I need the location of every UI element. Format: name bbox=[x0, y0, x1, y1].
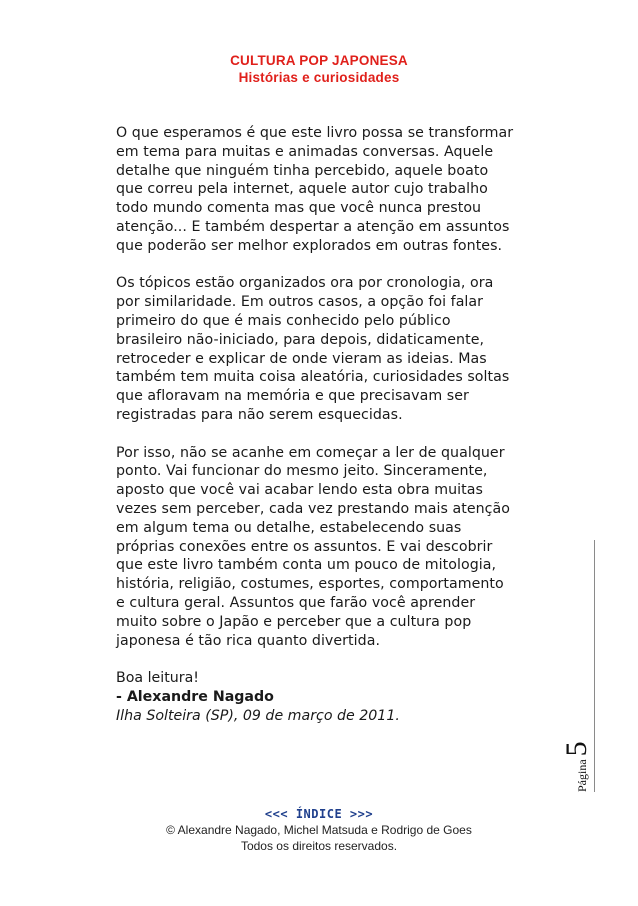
index-link[interactable]: <<< ÍNDICE >>> bbox=[264, 807, 374, 821]
page-number: 5 bbox=[560, 741, 593, 757]
copyright-notice: © Alexandre Nagado, Michel Matsuda e Rodrigo de Goes bbox=[166, 823, 472, 837]
page-marker-rule bbox=[594, 540, 595, 792]
document-header bbox=[0, 52, 638, 86]
book-subtitle: Histórias e curiosidades bbox=[238, 70, 400, 85]
page-number-marker bbox=[556, 540, 596, 792]
paragraph-3: Por isso, não se acanhe em começar a ler de qualquer ponto. Vai funcionar do mesmo jeito. Sinceramente, aposto que você vai acabar lendo esta obra muitas vezes sem perceber, cada vez prestando mais atenção em algum tema ou detalhe, estabelecendo suas próprias conexões entre os assuntos. E vai descobrir que este livro também conta um pouco de mitologia, história, religião, costumes, esportes, comportamento e cultura geral. Assuntos que farão você aprender muito sobre o Japão e perceber que a cultura pop japonesa é tão rica quanto divertida. bbox=[116, 444, 510, 649]
document-footer bbox=[0, 806, 638, 854]
page-word: Página bbox=[575, 759, 589, 792]
paragraph-2: Os tópicos estão organizados ora por cronologia, ora por similaridade. Em outros casos, a opção foi falar primeiro do que é mais conhecido pelo público brasileiro não-iniciado, para depois, didaticamente, retroceder e explicar de onde vieram as ideias. Mas também tem muita coisa aleatória, curiosidades soltas que afloravam na memória e que precisavam ser registradas para não serem esquecidas. bbox=[116, 275, 510, 423]
book-title: CULTURA POP JAPONESA bbox=[230, 53, 408, 68]
paragraph-1: O que esperamos é que este livro possa se transformar em tema para muitas e animadas conversas. Aquele detalhe que ninguém tinha percebido, aquele boato que correu pela internet, aquele autor cujo trabalho todo mundo comenta mas que você nunca prestou atenção... E também despertar a atenção em assuntos que poderão ser melhor explorados em outras fontes. bbox=[116, 125, 514, 254]
body-text bbox=[116, 124, 516, 726]
page-marker-label bbox=[560, 741, 594, 792]
author-signature: - Alexandre Nagado bbox=[116, 688, 274, 705]
place-date: Ilha Solteira (SP), 09 de março de 2011. bbox=[116, 707, 400, 724]
signoff: Boa leitura! bbox=[116, 670, 199, 687]
rights-notice: Todos os direitos reservados. bbox=[240, 839, 398, 853]
